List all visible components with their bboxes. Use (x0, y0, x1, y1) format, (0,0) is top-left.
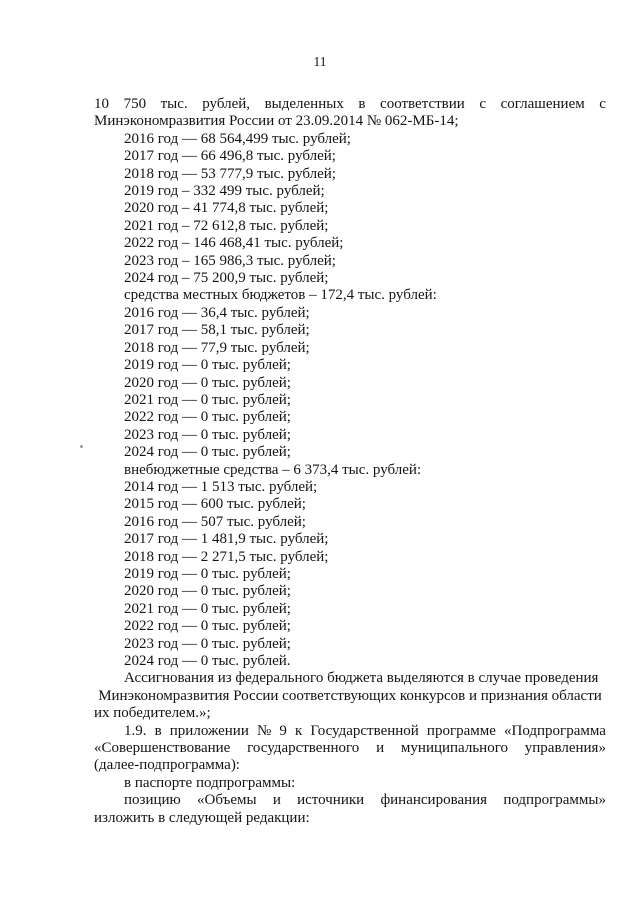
extrabudgetary-year-row: 2015 год — 600 тыс. рублей; (124, 496, 306, 513)
federal-year-row: 2017 год — 66 496,8 тыс. рублей; (124, 148, 336, 165)
federal-year-row: 2021 год – 72 612,8 тыс. рублей; (124, 217, 329, 234)
word: с (479, 96, 487, 112)
word: с (599, 96, 606, 112)
document-body (94, 96, 606, 827)
item-1-9-line-1 (94, 723, 606, 740)
margin-mark (80, 445, 83, 448)
word: позицию (124, 792, 181, 809)
local-year-row: 2023 год — 0 тыс. рублей; (124, 426, 291, 443)
item-1-9-line-2 (94, 740, 606, 757)
word: в (358, 96, 366, 112)
word: подпрограммы» (503, 792, 606, 809)
word: муниципального (400, 740, 508, 757)
word: «Объемы (197, 792, 257, 809)
word: 750 (123, 96, 147, 112)
local-year-row: 2024 год — 0 тыс. рублей; (124, 444, 291, 461)
intro-line-1 (94, 96, 606, 113)
word: приложении (169, 722, 249, 739)
position-line-2: изложить в следующей редакции: (94, 809, 310, 826)
federal-year-row: 2023 год – 165 986,3 тыс. рублей; (124, 252, 336, 269)
item-1-9-line-3: (далее-подпрограмма): (94, 757, 240, 774)
extrabudgetary-year-row: 2024 год — 0 тыс. рублей. (124, 653, 291, 669)
word: государственного (247, 740, 360, 757)
local-year-row: 2016 год — 36,4 тыс. рублей; (124, 304, 310, 321)
extrabudgetary-year-row: 2018 год — 2 271,5 тыс. рублей; (124, 548, 329, 565)
word: «Совершенствование (94, 740, 231, 757)
extrabudgetary-year-row: 2017 год — 1 481,9 тыс. рублей; (124, 531, 329, 548)
federal-year-row: 2020 год – 41 774,8 тыс. рублей; (124, 200, 329, 217)
extrabudgetary-year-row: 2021 год — 0 тыс. рублей; (124, 600, 291, 617)
local-year-row: 2017 год — 58,1 тыс. рублей; (124, 322, 310, 339)
extrabudgetary-year-row: 2020 год — 0 тыс. рублей; (124, 583, 291, 600)
word: и (376, 740, 385, 757)
word: 10 (94, 96, 109, 112)
extrabudgetary-year-row: 2022 год — 0 тыс. рублей; (124, 618, 291, 635)
word: тыс. (160, 96, 188, 112)
extrabudgetary-year-row: 2023 год — 0 тыс. рублей; (124, 635, 291, 652)
local-year-row: 2021 год — 0 тыс. рублей; (124, 391, 291, 408)
passport-line: в паспорте подпрограммы: (124, 774, 296, 791)
federal-year-row: 2019 год – 332 499 тыс. рублей; (124, 183, 325, 200)
word: управления» (524, 740, 606, 757)
word: программе (426, 722, 496, 739)
word: 9 (279, 722, 287, 739)
word: источники (297, 792, 365, 809)
local-year-row: 2019 год — 0 тыс. рублей; (124, 357, 291, 374)
word: № (256, 722, 272, 739)
extrabudgetary-year-row: 2016 год — 507 тыс. рублей; (124, 513, 306, 530)
word: и (272, 792, 281, 809)
word: в (154, 722, 162, 739)
word: рублей, (202, 96, 251, 112)
page-number: 11 (313, 54, 327, 69)
extrabudgetary-heading: внебюджетные средства – 6 373,4 тыс. рублей: (124, 461, 422, 478)
word: «Подпрограмма (504, 722, 606, 739)
federal-year-row: 2018 год — 53 777,9 тыс. рублей; (124, 165, 336, 182)
word: финансирования (380, 792, 488, 809)
word: 1.9. (124, 722, 147, 739)
federal-year-row: 2024 год – 75 200,9 тыс. рублей; (124, 270, 329, 287)
word: Государственной (310, 722, 419, 739)
federal-year-row: 2016 год — 68 564,499 тыс. рублей; (124, 130, 351, 147)
federal-year-row: 2022 год – 146 468,41 тыс. рублей; (124, 235, 344, 252)
extrabudgetary-year-row: 2014 год — 1 513 тыс. рублей; (124, 478, 318, 495)
word: к (294, 722, 303, 739)
word: выделенных (264, 96, 344, 112)
word: соглашением (500, 96, 585, 112)
word: соответствии (380, 96, 465, 112)
assignment-line-1: Ассигнования из федерального бюджета выделяются в случае проведения (124, 670, 599, 687)
federal-budget-years (94, 131, 606, 671)
local-year-row: 2018 год — 77,9 тыс. рублей; (124, 339, 310, 356)
assignment-line-2: Минэкономразвития России соответствующих конкурсов и признания области (98, 687, 602, 704)
local-year-row: 2022 год — 0 тыс. рублей; (124, 409, 291, 426)
assignment-line-3: их победителем.»; (94, 705, 211, 722)
local-year-row: 2020 год — 0 тыс. рублей; (124, 374, 291, 391)
intro-line-2: Минэкономразвития России от 23.09.2014 № 062-МБ-14; (94, 113, 459, 130)
position-line-1 (94, 792, 606, 809)
extrabudgetary-year-row: 2019 год — 0 тыс. рублей; (124, 565, 291, 582)
local-budget-heading: средства местных бюджетов – 172,4 тыс. рублей: (124, 287, 437, 304)
